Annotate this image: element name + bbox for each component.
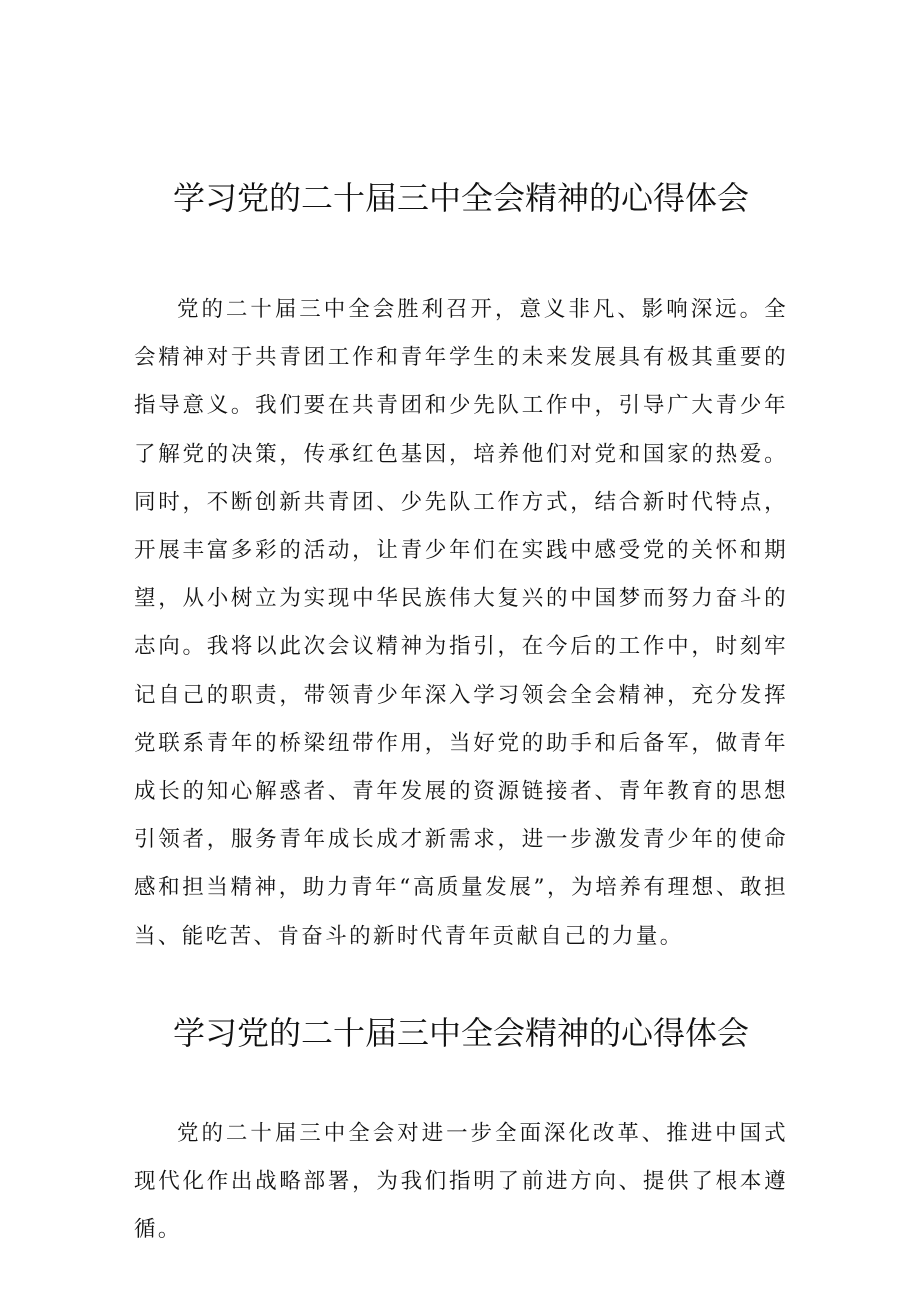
essay-section-2 (134, 1011, 788, 1255)
essay-title-1: 学习党的二十届三中全会精神的心得体会 (172, 179, 749, 217)
essay-title-2: 学习党的二十届三中全会精神的心得体会 (172, 1014, 749, 1052)
essay-paragraph-1: 党的二十届三中全会胜利召开，意义非凡、影响深远。全会精神对于共青团工作和青年学生的未来发展具有极其重要的指导意义。我们要在共青团和少先队工作中，引导广大青少年了解党的决策，传承红色基因，培养他们对党和国家的热爱。同时，不断创新共青团、少先队工作方式，结合新时代特点，开展丰富多彩的活动，让青少年们在实践中感受党的关怀和期望，从小树立为实现中华民族伟大复兴的中国梦而努力奋斗的志向。我将以此次会议精神为指引，在今后的工作中，时刻牢记自己的职责，带领青少年深入学习领会全会精神，充分发挥党联系青年的桥梁纽带作用，当好党的助手和后备军，做青年成长的知心解惑者、青年发展的资源链接者、青年教育的思想引领者，服务青年成长成才新需求，进一步激发青少年的使命感和担当精神，助力青年“高质量发展”，为培养有理想、敢担当、能吃苦、肯奋斗的新时代青年贡献自己的力量。 (134, 297, 788, 949)
essay-section-1 (134, 176, 788, 961)
essay-paragraph-2: 党的二十届三中全会对进一步全面深化改革、推进中国式现代化作出战略部署，为我们指明了前进方向、提供了根本遵循。 (134, 1121, 788, 1243)
